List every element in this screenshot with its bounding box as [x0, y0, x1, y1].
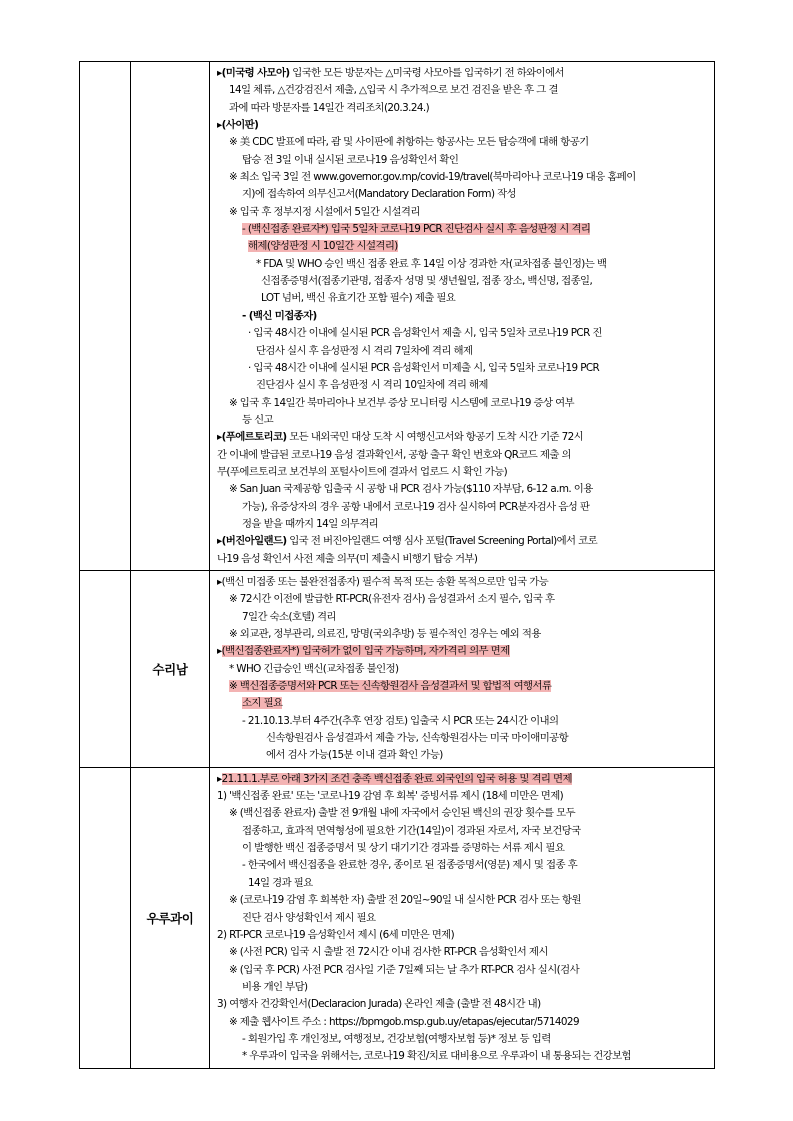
entry-requirements-table	[79, 61, 715, 1069]
text-line: - 회원가입 후 개인정보, 여행정보, 건강보험(여행자보험 등)* 정보 등 입력	[242, 1032, 551, 1045]
text-line: LOT 넘버, 백신 유효기간 포함 필수) 제출 필요	[261, 292, 456, 305]
text-line: 간 이내에 발급된 코로나19 음성 결과확인서, 공항 출구 확인 번호와 QR코드 제출 의	[217, 448, 571, 461]
blank-cell	[80, 62, 131, 571]
country-cell: 우루과이	[131, 767, 210, 1068]
text-line: ※ 제출 웹사이트 주소 : https://bpmgob.msp.gub.uy/etapas/ejecutar/5714029	[229, 1015, 579, 1028]
text-line: ※ (사전 PCR) 입국 시 출발 전 72시간 이내 검사한 RT-PCR 음성확인서 제시	[229, 946, 548, 959]
text-line: 3) 여행자 건강확인서(Declaracion Jurada) 온라인 제출 (출발 전 48시간 내)	[217, 998, 541, 1011]
text-line: 정을 받을 때까지 14일 의무격리	[242, 517, 379, 530]
country-cell: 수리남	[131, 570, 210, 767]
table-row	[80, 570, 715, 767]
text-line: 신접종증명서(접종기관명, 접종자 성명 및 생년월일, 접종 장소, 백신명, 접종일,	[261, 275, 593, 288]
text-line: ※ 백신접종증명서와 PCR 또는 신속항원검사 음성결과서 및 합법적 여행서류	[229, 680, 552, 693]
text-line: 단검사 실시 후 음성판정 시 격리 7일차에 격리 해제	[256, 344, 473, 357]
text-line: 14일 경과 필요	[248, 876, 313, 889]
text-line: 2) RT-PCR 코로나19 음성확인서 제시 (6세 미만은 면제)	[217, 928, 455, 941]
text-line: ▸21.11.1.부로 아래 3가지 조건 충족 백신접종 완료 외국인의 입국 허용 및 격리 면제	[217, 772, 572, 785]
text-line: 14일 체류, △건강검진서 제출, △입국 시 추가적으로 보건 검진을 받은 후 그 결	[229, 84, 558, 97]
text-line: ※ (입국 후 PCR) 사전 PCR 검사일 기준 7일째 되는 날 추가 RT-PCR 검사 실시(검사	[229, 963, 580, 976]
text-line: - (백신 미접종자)	[242, 309, 317, 322]
text-line: ※ 입국 후 14일간 북마리아나 보건부 증상 모니터링 시스템에 코로나19 증상 여부	[229, 396, 574, 409]
blank-cell	[80, 570, 131, 767]
text-line: 과에 따라 방문자를 14일간 격리조치(20.3.24.)	[229, 101, 430, 114]
text-line: - (백신접종 완료자*) 입국 5일차 코로나19 PCR 진단검사 실시 후 음성판정 시 격리	[242, 223, 591, 236]
text-line: ▸(버진아일랜드) 입국 전 버진아일랜드 여행 심사 포털(Travel Screening Portal)에서 코로	[217, 535, 598, 548]
text-line: ※ San Juan 국제공항 입출국 시 공항 내 PCR 검사 가능($110 자부담, 6-12 a.m. 이용	[229, 483, 593, 496]
text-line: 비용 개인 부담)	[242, 980, 308, 993]
text-line: 가능), 유증상자의 경우 공항 내에서 코로나19 검사 실시하여 PCR분자검사 음성 판	[242, 500, 590, 513]
text-line: ※ 美 CDC 발표에 따라, 괌 및 사이판에 취항하는 항공사는 모든 탑승객에 대해 항공기	[229, 136, 589, 149]
text-line: - 한국에서 백신접종을 완료한 경우, 종이로 된 접종증명서(영문) 제시 및 접종 후	[242, 859, 578, 872]
text-line: · 입국 48시간 이내에 실시된 PCR 음성확인서 제출 시, 입국 5일차 코로나19 PCR 진	[248, 327, 602, 340]
text-line: 접종하고, 효과적 면역형성에 필요한 기간(14일)이 경과된 자로서, 자국 보건당국	[242, 824, 581, 837]
text-line: - 21.10.13.부터 4주간(추후 연장 검토) 입출국 시 PCR 또는 24시간 이내의	[242, 714, 559, 727]
text-line: * WHO 긴급승인 백신(교차접종 불인정)	[229, 662, 399, 675]
text-line: * FDA 및 WHO 승인 백신 접종 완료 후 14일 이상 경과한 자(교차접종 불인정)는 백	[256, 257, 607, 270]
text-line: 신속항원검사 음성결과서 제출 가능, 신속항원검사는 미국 마이애미공항	[266, 732, 569, 745]
text-line: ※ (코로나19 감염 후 회복한 자) 출발 전 20일~90일 내 실시한 PCR 검사 또는 항원	[229, 894, 581, 907]
text-line: ▸(백신접종완료자*) 입국허가 없이 입국 가능하며, 자가격리 의무 면제	[217, 645, 510, 658]
content-cell	[210, 767, 715, 1068]
text-line: 지)에 접속하여 의무신고서(Mandatory Declaration Form) 작성	[242, 188, 516, 201]
blank-cell	[80, 767, 131, 1068]
text-line: ▸(사이판)	[217, 119, 259, 132]
text-line: 등 신고	[242, 413, 274, 426]
text-line: ▸(미국령 사모아) 입국한 모든 방문자는 △미국령 사모아를 입국하기 전 하와이에서	[217, 67, 564, 79]
text-line: 무(푸에르토리코 보건부의 포털사이트에 결과서 업로드 시 확인 가능)	[217, 465, 508, 478]
text-line: 해제(양성판정 시 10일간 시설격리)	[248, 240, 398, 253]
text-line: ▸(백신 미접종 또는 불완전접종자) 필수적 목적 또는 송환 목적으로만 입국 가능	[217, 575, 549, 588]
text-line: ※ 외교관, 정부관리, 의료진, 망명(국외추방) 등 필수적인 경우는 예외 적용	[229, 628, 541, 640]
text-line: 진단검사 실시 후 음성판정 시 격리 10일차에 격리 해제	[256, 379, 488, 392]
text-line: 소지 필요	[242, 697, 283, 710]
text-line: 탑승 전 3일 이내 실시된 코로나19 음성확인서 확인	[242, 153, 459, 166]
text-line: 에서 검사 가능(15분 이내 결과 확인 가능)	[266, 749, 443, 762]
text-line: ▸(푸에르토리코) 모든 내외국민 대상 도착 시 여행신고서와 항공기 도착 시간 기준 72시	[217, 431, 584, 444]
table-row	[80, 62, 715, 571]
table-row	[80, 767, 715, 1068]
text-line: · 입국 48시간 이내에 실시된 PCR 음성확인서 미제출 시, 입국 5일차 코로나19 PCR	[248, 361, 600, 374]
text-line: 나19 음성 확인서 사전 제출 의무(미 제출시 비행기 탑승 거부)	[217, 552, 478, 565]
text-line: 1) '백신접종 완료' 또는 '코로나19 감염 후 회복' 증빙서류 제시 (18세 미만은 면제)	[217, 790, 564, 803]
country-cell	[131, 62, 210, 571]
text-line: ※ 입국 후 정부지정 시설에서 5일간 시설격리	[229, 205, 420, 218]
text-line: 7일간 숙소(호텔) 격리	[242, 610, 336, 623]
text-line: ※ (백신접종 완료자) 출발 전 9개월 내에 자국에서 승인된 백신의 권장 횟수를 모두	[229, 807, 576, 820]
text-line: ※ 최소 입국 3일 전 www.governor.gov.mp/covid-19/travel(북마리아나 코로나19 대응 홈페이	[229, 171, 636, 184]
content-cell	[210, 570, 715, 767]
text-line: 진단 검사 양성확인서 제시 필요	[242, 911, 376, 924]
text-line: * 우루과이 입국을 위해서는, 코로나19 확진/치료 대비용으로 우루과이 내 통용되는 건강보험	[242, 1050, 631, 1063]
text-line: 이 발행한 백신 접종증명서 및 상기 대기기간 경과를 증명하는 서류 제시 필요	[242, 842, 565, 855]
content-cell	[210, 62, 715, 571]
text-line: ※ 72시간 이전에 발급한 RT-PCR(유전자 검사) 음성결과서 소지 필수, 입국 후	[229, 593, 555, 606]
